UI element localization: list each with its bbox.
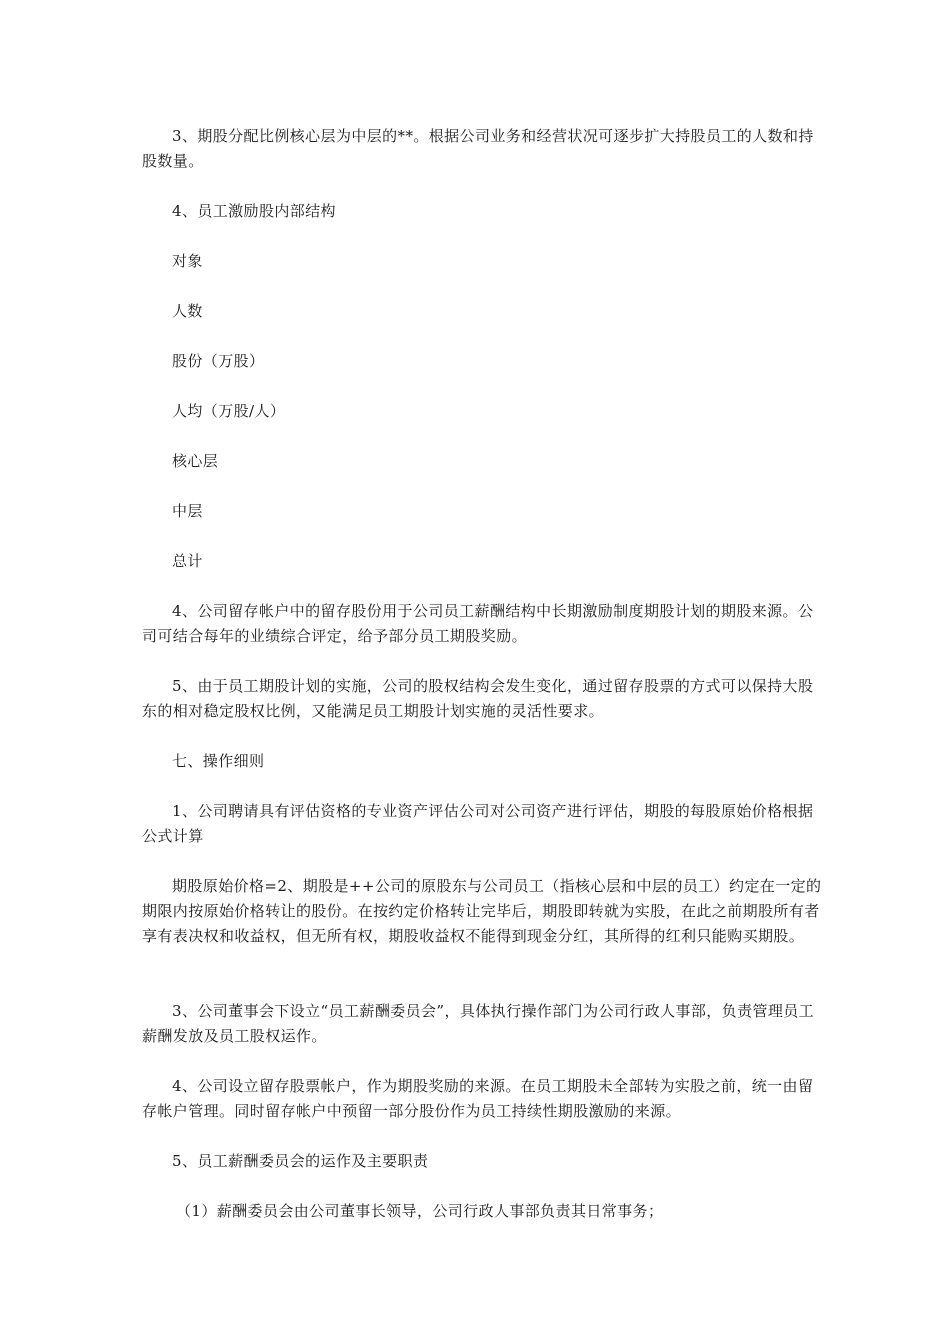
table-row-middle-layer: 中层 [172, 502, 203, 520]
paragraph-asset-valuation: 1、公司聘请具有评估资格的专业资产评估公司对公司资产进行评估，期股的每股原始价格根据公式计算 [142, 802, 814, 845]
paragraph-compensation-committee: 3、公司董事会下设立“员工薪酬委员会”，具体执行操作部门为公司行政人事部，负责管理员工薪酬发放及员工股权运作。 [142, 1002, 815, 1045]
paragraph-reserved-shares: 4、公司留存帐户中的留存股份用于公司员工薪酬结构中长期激励制度期股计划的期股来源。公司可结合每年的业绩综合评定，给予部分员工期股奖励。 [142, 602, 814, 645]
list-item-committee-leadership: （1）薪酬委员会由公司董事长领导，公司行政人事部负责其日常事务； [176, 1202, 664, 1220]
paragraph-equity-structure: 5、由于员工期股计划的实施，公司的股权结构会发生变化，通过留存股票的方式可以保持大股东的相对稳定股权比例，又能满足员工期股计划实施的灵活性要求。 [142, 677, 814, 720]
table-header-count: 人数 [172, 302, 203, 320]
paragraph-original-price: 期股原始价格=2、期股是++公司的原股东与公司员工（指核心层和中层的员工）约定在一定的期限内按原始价格转让的股份。在按约定价格转让完毕后，期股即转就为实股，在此之前期股所有者享有表决权和收益权，但无所有权，期股收益权不能得到现金分红，其所得的红利只能购买期股。 [142, 877, 822, 945]
paragraph-reserved-account: 4、公司设立留存股票帐户，作为期股奖励的来源。在员工期股未全部转为实股之前，统一由留存帐户管理。同时留存帐户中预留一部分股份作为员工持续性期股激励的来源。 [142, 1077, 814, 1120]
table-header-shares: 股份（万股） [172, 352, 265, 370]
table-header-per-person: 人均（万股/人） [172, 402, 286, 420]
heading-incentive-structure: 4、员工激励股内部结构 [172, 202, 336, 220]
table-header-object: 对象 [172, 252, 203, 270]
section-heading-operation-rules: 七、操作细则 [172, 752, 265, 770]
paragraph-option-allocation-ratio: 3、期股分配比例核心层为中层的**。根据公司业务和经营状况可逐步扩大持股员工的人数和持股数量。 [142, 127, 814, 170]
heading-committee-duties: 5、员工薪酬委员会的运作及主要职责 [172, 1152, 429, 1170]
table-row-core-layer: 核心层 [172, 452, 219, 470]
table-row-total: 总计 [172, 552, 203, 570]
